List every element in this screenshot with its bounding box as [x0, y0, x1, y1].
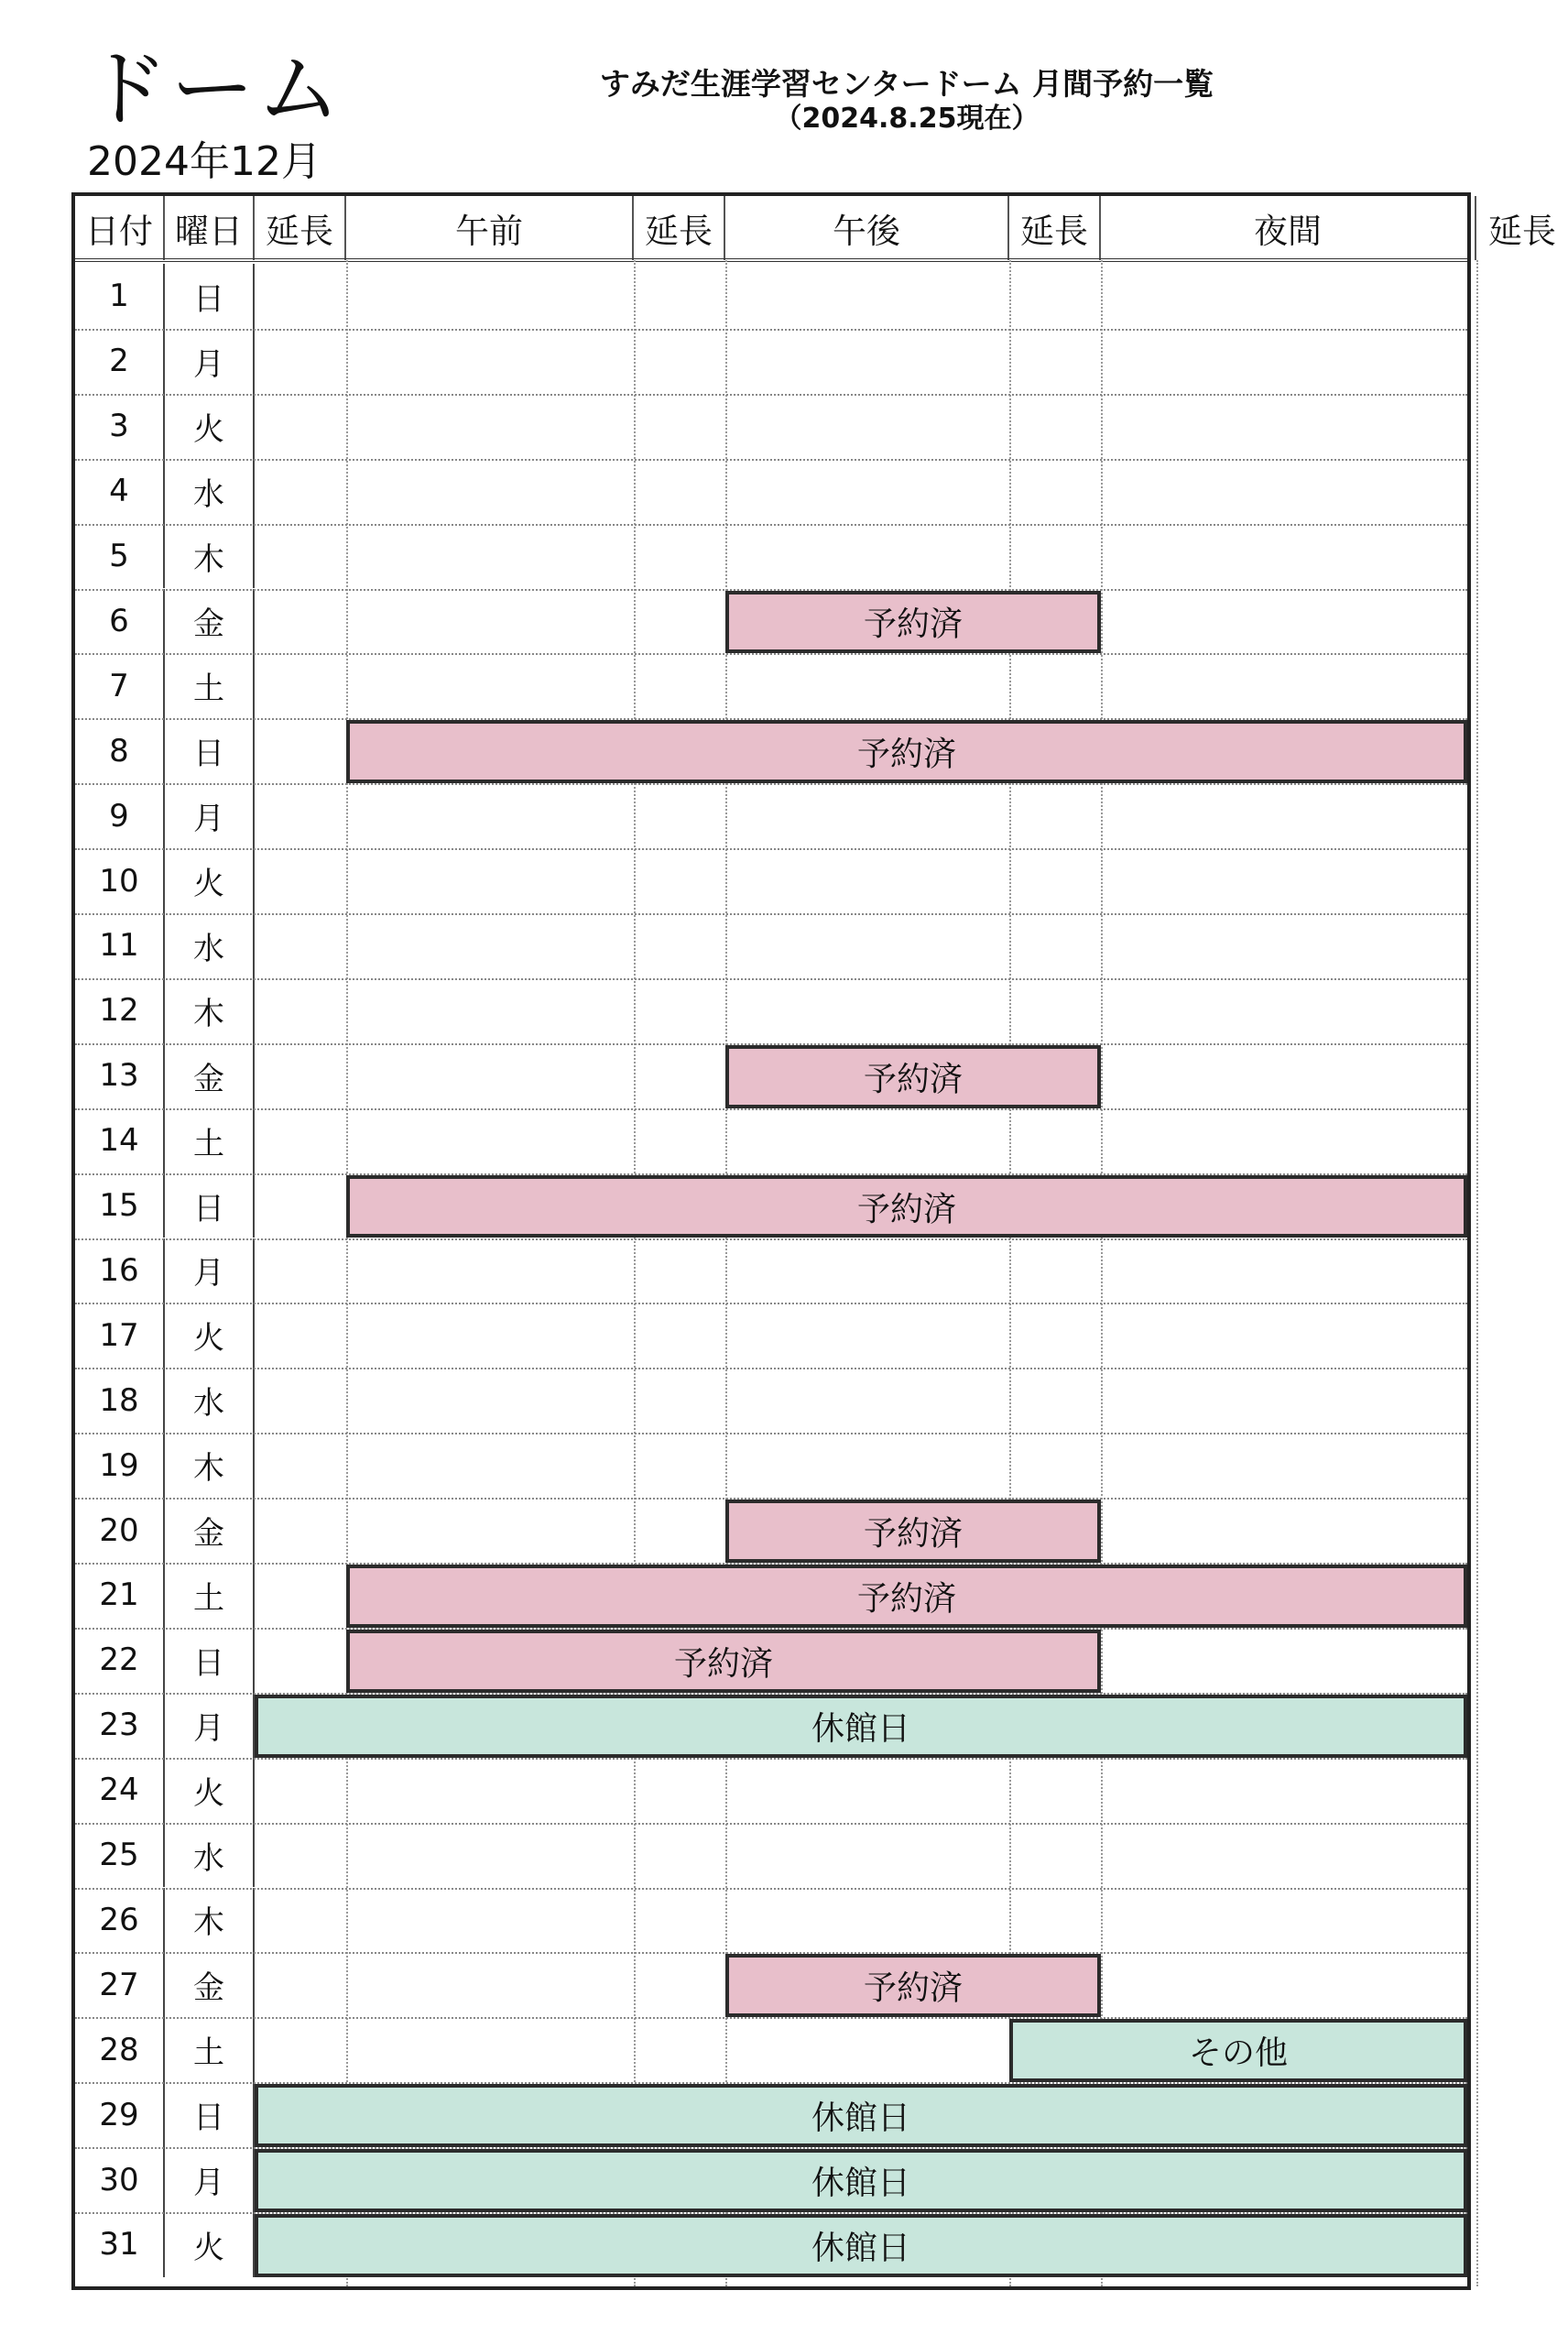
- weekday-cell: 金: [165, 589, 255, 654]
- reservation-table: [71, 192, 1556, 2290]
- row-divider: [75, 329, 1467, 331]
- column-header: 延長: [255, 196, 346, 260]
- booking-label: 予約済: [863, 1515, 963, 1554]
- weekday-cell: 火: [165, 2212, 255, 2277]
- reserved-bar[interactable]: [725, 1500, 1101, 1563]
- weekday-cell: 月: [165, 1693, 255, 1758]
- day-cell: 19: [75, 1433, 165, 1498]
- day-cell: 12: [75, 978, 165, 1043]
- weekday-cell: 火: [165, 848, 255, 913]
- weekday-cell: 月: [165, 329, 255, 394]
- row-divider: [75, 1303, 1467, 1304]
- heading-title: すみだ生涯学習センタードーム 月間予約一覧: [599, 66, 1214, 102]
- row-divider: [75, 1758, 1467, 1760]
- column-header: 午後: [725, 196, 1009, 260]
- closed-bar[interactable]: [255, 2214, 1467, 2277]
- column-header: 午前: [346, 196, 634, 260]
- booking-label: 予約済: [856, 1579, 956, 1618]
- month-label: 2024年12月: [87, 138, 321, 185]
- column-header: 延長: [1009, 196, 1101, 260]
- day-cell: 14: [75, 1108, 165, 1173]
- row-divider: [75, 394, 1467, 396]
- weekday-cell: 水: [165, 913, 255, 978]
- day-cell: 18: [75, 1368, 165, 1433]
- row-divider: [75, 459, 1467, 461]
- weekday-cell: 金: [165, 1043, 255, 1108]
- weekday-cell: 木: [165, 1888, 255, 1953]
- row-divider: [75, 524, 1467, 526]
- row-divider: [75, 978, 1467, 980]
- row-divider: [75, 913, 1467, 915]
- weekday-cell: 金: [165, 1498, 255, 1563]
- day-cell: 2: [75, 329, 165, 394]
- row-divider: [75, 1823, 1467, 1825]
- day-cell: 11: [75, 913, 165, 978]
- day-cell: 30: [75, 2147, 165, 2212]
- day-cell: 21: [75, 1563, 165, 1628]
- booking-label: 予約済: [673, 1644, 773, 1683]
- weekday-cell: 日: [165, 718, 255, 783]
- reserved-bar[interactable]: [725, 591, 1101, 654]
- weekday-cell: 金: [165, 1952, 255, 2017]
- weekday-cell: 水: [165, 1823, 255, 1888]
- reserved-bar[interactable]: [725, 1045, 1101, 1108]
- document-heading: [513, 66, 1301, 136]
- column-header: 延長: [1488, 212, 1556, 251]
- column-header: 曜日: [165, 196, 255, 260]
- day-cell: 28: [75, 2017, 165, 2082]
- closed-bar[interactable]: [1009, 2019, 1467, 2082]
- weekday-cell: 日: [165, 264, 255, 329]
- facility-title: ドーム: [84, 40, 343, 138]
- weekday-cell: 土: [165, 2017, 255, 2082]
- row-divider: [75, 783, 1467, 785]
- weekday-cell: 木: [165, 524, 255, 589]
- weekday-cell: 月: [165, 783, 255, 848]
- day-cell: 10: [75, 848, 165, 913]
- day-cell: 31: [75, 2212, 165, 2277]
- booking-label: 休館日: [811, 2229, 910, 2267]
- booking-label: 休館日: [811, 2100, 910, 2138]
- reserved-bar[interactable]: [725, 1954, 1101, 2017]
- day-cell: 24: [75, 1758, 165, 1823]
- day-cell: 20: [75, 1498, 165, 1563]
- grid-column-line: [1476, 260, 1478, 2286]
- day-cell: 5: [75, 524, 165, 589]
- day-cell: 22: [75, 1628, 165, 1693]
- weekday-cell: 土: [165, 1563, 255, 1628]
- day-cell: 26: [75, 1888, 165, 1953]
- weekday-cell: 火: [165, 1303, 255, 1368]
- day-cell: 25: [75, 1823, 165, 1888]
- day-cell: 27: [75, 1952, 165, 2017]
- day-cell: 13: [75, 1043, 165, 1108]
- weekday-cell: 木: [165, 1433, 255, 1498]
- row-divider: [75, 848, 1467, 850]
- header-divider: [75, 258, 1467, 262]
- booking-label: 休館日: [811, 1709, 910, 1748]
- booking-label: 予約済: [856, 1190, 956, 1228]
- row-divider: [75, 1238, 1467, 1240]
- heading-as-of: （2024.8.25現在）: [774, 103, 1040, 136]
- day-cell: 6: [75, 589, 165, 654]
- closed-bar[interactable]: [255, 2084, 1467, 2147]
- day-cell: 7: [75, 653, 165, 718]
- day-cell: 8: [75, 718, 165, 783]
- booking-label: 予約済: [863, 605, 963, 644]
- day-cell: 1: [75, 264, 165, 329]
- row-divider: [75, 1888, 1467, 1890]
- weekday-cell: 月: [165, 2147, 255, 2212]
- booking-label: 予約済: [856, 736, 956, 774]
- day-cell: 17: [75, 1303, 165, 1368]
- day-cell: 23: [75, 1693, 165, 1758]
- column-header: 延長: [634, 196, 725, 260]
- weekday-cell: 火: [165, 394, 255, 459]
- grid-column-line: [346, 260, 348, 2286]
- weekday-cell: 月: [165, 1238, 255, 1303]
- column-header: 夜間: [1101, 196, 1476, 260]
- weekday-cell: 土: [165, 653, 255, 718]
- booking-label: 予約済: [863, 1969, 963, 2008]
- row-divider: [75, 1368, 1467, 1369]
- reserved-bar[interactable]: [346, 720, 1467, 783]
- weekday-cell: 日: [165, 1173, 255, 1238]
- day-cell: 3: [75, 394, 165, 459]
- weekday-cell: 火: [165, 1758, 255, 1823]
- row-divider: [75, 1108, 1467, 1110]
- weekday-cell: 日: [165, 2082, 255, 2147]
- row-divider: [75, 653, 1467, 655]
- reserved-bar[interactable]: [346, 1630, 1101, 1693]
- column-header: 日付: [75, 196, 165, 260]
- grid-column-line: [1101, 260, 1103, 2286]
- weekday-cell: 土: [165, 1108, 255, 1173]
- weekday-cell: 木: [165, 978, 255, 1043]
- day-cell: 9: [75, 783, 165, 848]
- closed-bar[interactable]: [255, 1695, 1467, 1758]
- day-cell: 29: [75, 2082, 165, 2147]
- reserved-bar[interactable]: [346, 1175, 1467, 1238]
- day-cell: 4: [75, 459, 165, 524]
- day-cell: 16: [75, 1238, 165, 1303]
- closed-bar[interactable]: [255, 2149, 1467, 2212]
- grid-column-line: [634, 260, 636, 2286]
- weekday-cell: 水: [165, 1368, 255, 1433]
- day-cell: 15: [75, 1173, 165, 1238]
- booking-label: 休館日: [811, 2165, 910, 2203]
- row-divider: [75, 1433, 1467, 1434]
- booking-label: その他: [1188, 2034, 1288, 2073]
- weekday-cell: 日: [165, 1628, 255, 1693]
- booking-label: 予約済: [863, 1060, 963, 1098]
- reserved-bar[interactable]: [346, 1565, 1467, 1628]
- weekday-cell: 水: [165, 459, 255, 524]
